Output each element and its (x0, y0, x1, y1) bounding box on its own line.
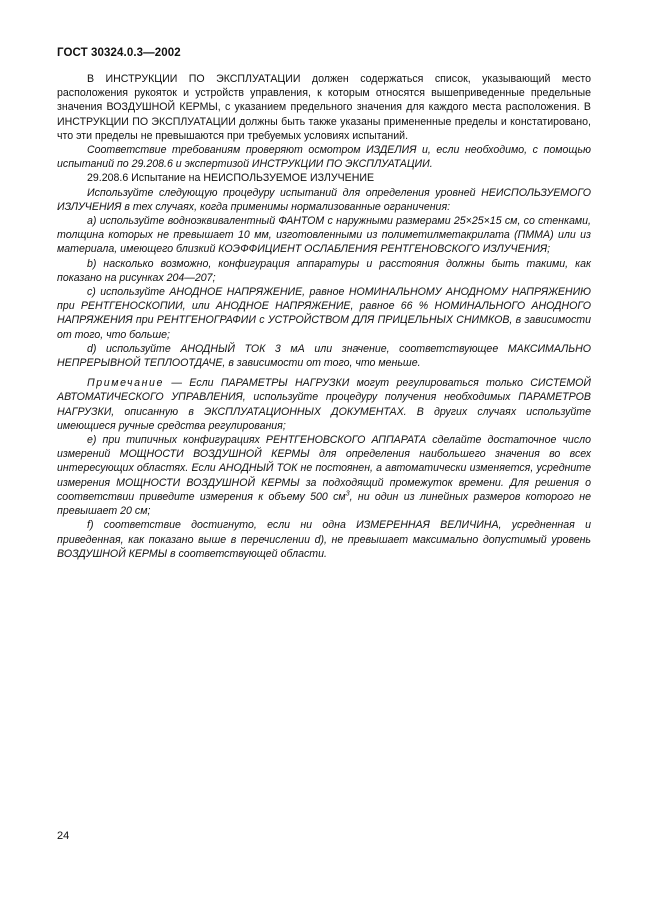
list-item-c: с) используйте АНОДНОЕ НАПРЯЖЕНИЕ, равное НОМИНАЛЬНОМУ АНОДНОМУ НАПРЯЖЕНИЮ при РЕНТГЕНОСКОПИИ, или АНОДНОЕ НАПРЯЖЕНИЕ, равное 66 % НОМИНАЛЬНОГО АНОДНОГО НАПРЯЖЕНИЯ при РЕНТГЕНОГРАФИИ с УСТРОЙСТВОМ ДЛЯ ПРИЦЕЛЬНЫХ СНИМКОВ, в зависимости от того, что больше; (57, 286, 591, 341)
list-item-b: b) насколько возможно, конфигурация аппаратуры и расстояния должны быть такими, как показано на рисунках 204—207; (57, 257, 591, 284)
section-heading-29-208-6: 29.208.6 Испытание на НЕИСПОЛЬЗУЕМОЕ ИЗЛУЧЕНИЕ (87, 172, 375, 185)
note-text: — Если ПАРАМЕТРЫ НАГРУЗКИ могут регулироваться только СИСТЕМОЙ АВТОМАТИЧЕСКОГО УПРАВЛЕНИЯ, используйте процедуру получения необходимых ПАРАМЕТРОВ НАГРУЗКИ, описанную в ЭКСПЛУАТАЦИОННЫХ ДОКУМЕНТАХ. В других случаях используйте имеющиеся ручные средства регулирования; (57, 377, 591, 432)
document-body (57, 72, 591, 561)
note-paragraph (57, 376, 591, 433)
paragraph-instructions: В ИНСТРУКЦИИ ПО ЭКСПЛУАТАЦИИ должен содержаться список, указывающий место расположения рукояток и устройств управления, к которым относятся вышеприведенные предельные значения ВОЗДУШНОЙ КЕРМЫ, с указанием предельного значения для каждого места расположения. В ИНСТРУКЦИИ ПО ЭКСПЛУАТАЦИИ должны быть также указаны примененные пределы и констатировано, что эти пределы не превышаются при требуемых условиях испытаний. (57, 73, 591, 142)
paragraph-compliance-check: Соответствие требованиям проверяют осмотром ИЗДЕЛИЯ и, если необходимо, с помощью испытаний по 29.208.6 и экспертизой ИНСТРУКЦИИ ПО ЭКСПЛУАТАЦИИ. (57, 144, 591, 171)
list-item-d: d) используйте АНОДНЫЙ ТОК 3 мА или значение, соответствующее МАКСИМАЛЬНО НЕПРЕРЫВНОЙ ТЕПЛООТДАЧЕ, в зависимости от того, что меньше. (57, 342, 591, 370)
list-item-a: а) используйте водноэквивалентный ФАНТОМ с наружными размерами 25×25×15 см, со стенками, толщина которых не превышает 10 мм, изготовленными из полиметилметакрилата (ПММА) или из материала, имеющего близкий КОЭФФИЦИЕНТ ОСЛАБЛЕНИЯ РЕНТГЕНОВСКОГО ИЗЛУЧЕНИЯ; (57, 215, 591, 256)
list-item-e-text-end: , ни один из линейных размеров которого не превышает 20 см; (57, 490, 591, 518)
page-number: 24 (57, 830, 70, 842)
list-item-e-text: е) при типичных конфигурациях РЕНТГЕНОВСКОГО АППАРАТА сделайте достаточное число измерений МОЩНОСТИ ВОЗДУШНОЙ КЕРМЫ для определения наибольшего значения во всех интересующих областях. Если АНОДНЫЙ ТОК не постоянен, а автоматически изменяется, усредните измерения МОЩНОСТИ ВОЗДУШНОЙ КЕРМЫ за подходящий промежуток времени. Для решения о соответствии приведите измерения к объему 500 см (57, 434, 591, 503)
paragraph-test-procedure: Используйте следующую процедуру испытаний для определения уровней НЕИСПОЛЬЗУЕМОГО ИЗЛУЧЕНИЯ в тех случаях, когда применимы нормализованные ограничения: (57, 186, 591, 213)
superscript-3: 3 (345, 490, 350, 498)
note-label: Примечание (87, 377, 165, 390)
list-item-e (57, 433, 591, 518)
document-header: ГОСТ 30324.0.3—2002 (57, 47, 181, 59)
list-item-f: f) соответствие достигнуто, если ни одна ИЗМЕРЕННАЯ ВЕЛИЧИНА, усредненная и приведенная, как показано выше в перечислении d), не превышает максимально допустимый уровень ВОЗДУШНОЙ КЕРМЫ в соответствующей области. (57, 519, 591, 560)
